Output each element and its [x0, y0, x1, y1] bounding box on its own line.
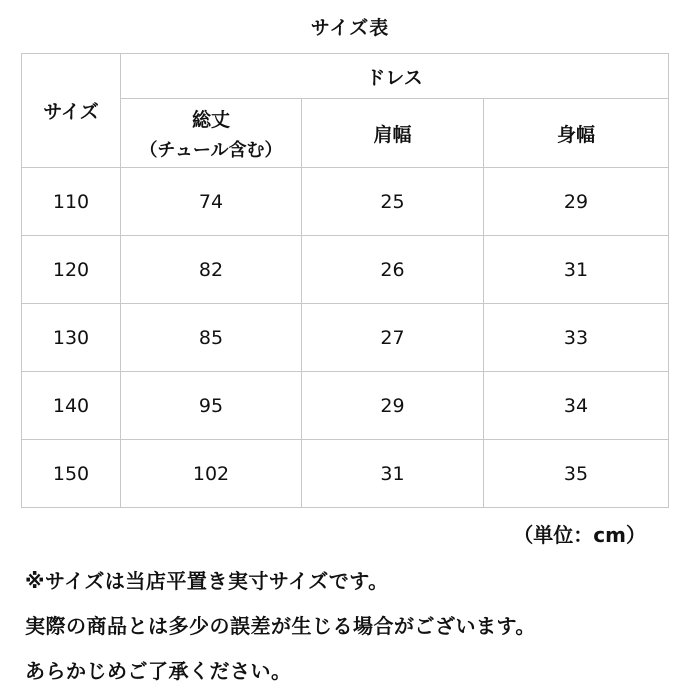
shoulder-cell: 29	[302, 372, 484, 440]
size-cell: 130	[22, 304, 121, 372]
size-cell: 150	[22, 440, 121, 508]
table-header-row-group	[22, 54, 669, 99]
size-cell: 110	[22, 168, 121, 236]
shoulder-cell: 26	[302, 236, 484, 304]
length-cell: 74	[121, 168, 302, 236]
body-width-cell: 29	[484, 168, 669, 236]
note-line: 実際の商品とは多少の誤差が生じる場合がございます。	[25, 614, 536, 638]
page-title: サイズ表	[310, 17, 390, 39]
table-row	[22, 440, 669, 508]
body-width-cell: 33	[484, 304, 669, 372]
table-row	[22, 304, 669, 372]
body-width-cell: 35	[484, 440, 669, 508]
size-table	[21, 53, 669, 508]
body-width-cell: 34	[484, 372, 669, 440]
unit-label: （単位：cm）	[513, 523, 646, 547]
dress-group-header: ドレス	[121, 54, 669, 99]
size-header-cell: サイズ	[22, 54, 121, 168]
shoulder-cell: 25	[302, 168, 484, 236]
shoulder-header-cell: 肩幅	[302, 99, 484, 168]
length-cell: 85	[121, 304, 302, 372]
length-header-cell	[121, 99, 302, 168]
table-row	[22, 372, 669, 440]
note-line: あらかじめご了承ください。	[25, 659, 292, 683]
body-width-cell: 31	[484, 236, 669, 304]
body-width-header-cell: 身幅	[484, 99, 669, 168]
note-line: ※サイズは当店平置き実寸サイズです。	[25, 569, 389, 593]
table-row	[22, 236, 669, 304]
length-cell: 102	[121, 440, 302, 508]
table-row	[22, 168, 669, 236]
shoulder-cell: 31	[302, 440, 484, 508]
shoulder-cell: 27	[302, 304, 484, 372]
length-header-label: 総丈	[191, 108, 230, 131]
size-cell: 140	[22, 372, 121, 440]
length-header-note: （チュール含む）	[139, 139, 283, 161]
length-cell: 82	[121, 236, 302, 304]
length-cell: 95	[121, 372, 302, 440]
size-cell: 120	[22, 236, 121, 304]
